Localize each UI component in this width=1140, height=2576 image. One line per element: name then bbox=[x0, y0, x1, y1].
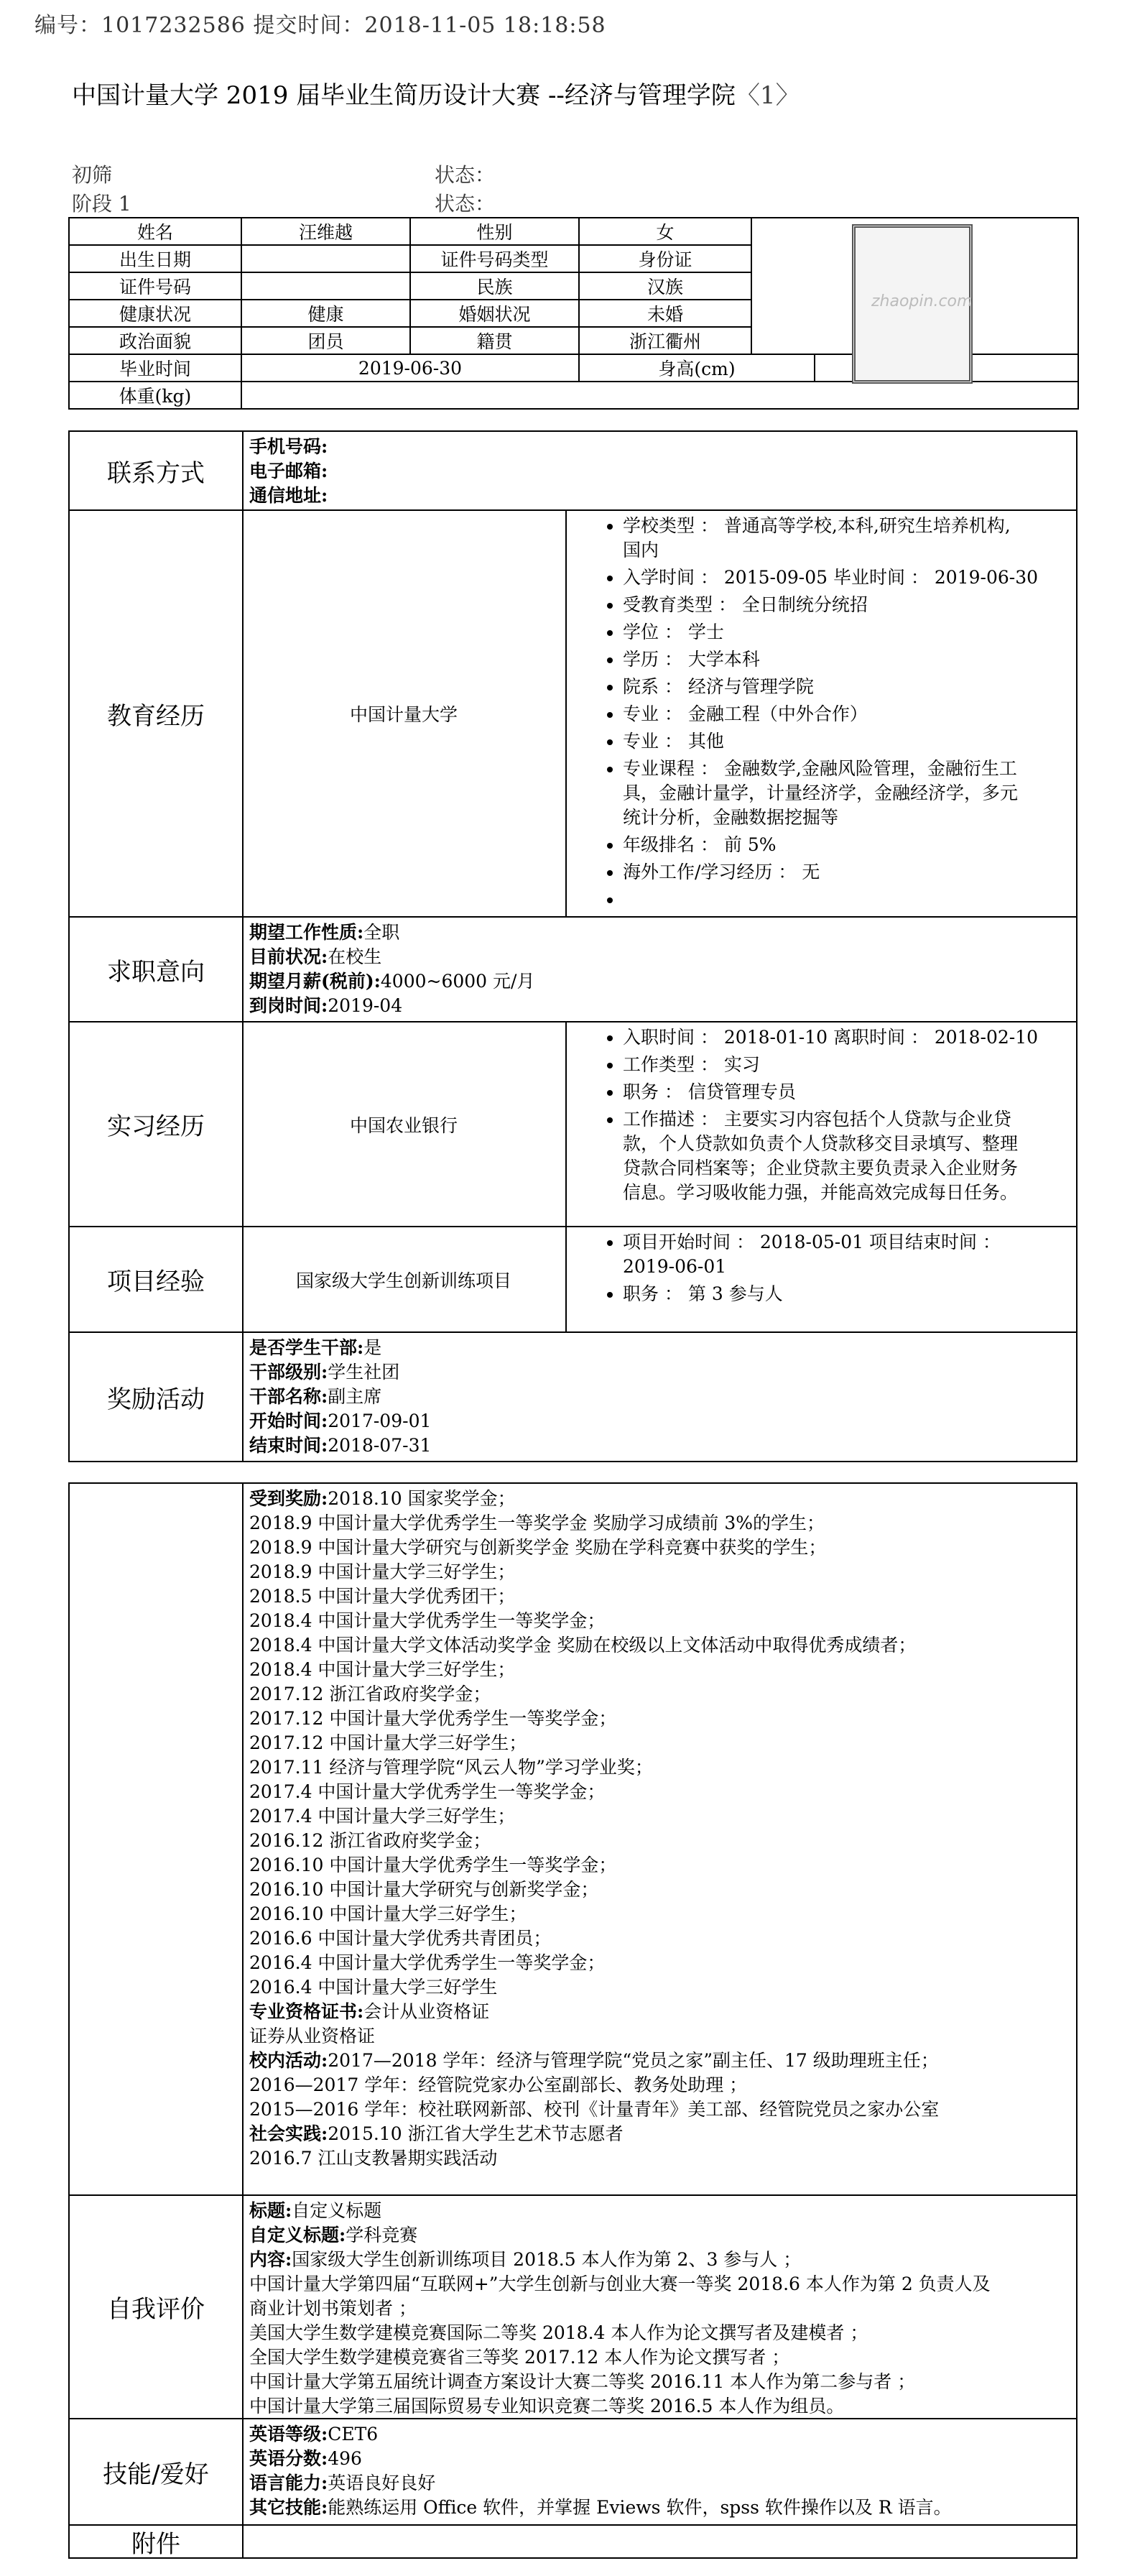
internship-section bbox=[68, 1021, 1078, 1227]
nature-value: 全职 bbox=[363, 922, 400, 943]
stage2-status: 状态： bbox=[435, 192, 496, 216]
education-list bbox=[573, 511, 1069, 912]
text-line bbox=[249, 2422, 1072, 2447]
field-value: 能熟练运用 Office 软件，并掌握 Eviews 软件，spss 软件操作以及 R 语言。 bbox=[328, 2497, 952, 2518]
field-value: 2018.4 中国计量大学文体活动奖学金 奖励在校级以上文体活动中取得优秀成绩者； bbox=[249, 1635, 917, 1656]
intention-label: 求职意向 bbox=[70, 918, 244, 1021]
field-value: 会计从业资格证 bbox=[363, 2001, 490, 2022]
text-line bbox=[249, 1755, 1072, 1780]
field-value: 2015—2016 学年：校社联网新部、校刊《计量青年》美工部、经管院党员之家办公室 bbox=[249, 2099, 940, 2120]
text-line bbox=[249, 1560, 1072, 1584]
skills-section bbox=[68, 2418, 1078, 2526]
submission-meta: 编号：1017232586 提交时间：2018-11-05 18:18:58 bbox=[34, 13, 606, 38]
field-value: 2016.10 中国计量大学研究与创新奖学金； bbox=[249, 1879, 599, 1900]
list-item: • 学位 ： 学士 bbox=[623, 617, 1069, 645]
text-line bbox=[249, 2122, 1072, 2146]
text-line bbox=[249, 2321, 1072, 2345]
name-value: 汪维越 bbox=[241, 218, 410, 245]
field-value: 中国计量大学第五届统计调查方案设计大赛二等奖 2016.11 本人作为第二参与者 ； bbox=[249, 2371, 916, 2392]
field-value: 证券从业资格证 bbox=[249, 2026, 376, 2046]
arrival-label: 到岗时间: bbox=[249, 995, 328, 1016]
text-line bbox=[249, 2223, 1072, 2248]
field-value: 2018.4 中国计量大学优秀学生一等奖学金； bbox=[249, 1610, 606, 1631]
text-line bbox=[249, 2370, 1072, 2394]
text-line bbox=[249, 2496, 1072, 2520]
list-item: • 专业 ： 金融工程（中外合作） bbox=[623, 699, 1069, 726]
email-label: 电子邮箱: bbox=[249, 461, 328, 481]
skills-label: 技能/爱好 bbox=[70, 2419, 244, 2524]
text-line bbox=[249, 2049, 1072, 2073]
text-line bbox=[249, 1511, 1072, 1536]
field-value: 2016—2017 学年：经管院党家办公室副部长、教务处助理 ； bbox=[249, 2074, 748, 2095]
text-line bbox=[249, 1707, 1072, 1731]
text-line bbox=[249, 1658, 1072, 1682]
text-line bbox=[249, 2199, 1072, 2223]
field-value: 学科竞赛 bbox=[346, 2225, 418, 2245]
activity-body bbox=[249, 1336, 1072, 1458]
attachment-label: 附件 bbox=[70, 2526, 244, 2557]
photo-watermark: zhaopin.com bbox=[871, 292, 973, 310]
birth-label: 出生日期 bbox=[69, 245, 241, 272]
text-line bbox=[249, 1878, 1072, 1902]
list-item: • 职务 ： 第 3 参与人 bbox=[623, 1279, 1069, 1306]
native-value: 浙江衢州 bbox=[579, 327, 751, 354]
text-line bbox=[249, 1902, 1072, 1926]
field-label: 内容: bbox=[249, 2249, 292, 2270]
text-line bbox=[249, 2471, 1072, 2496]
list-item: • 工作类型 ： 实习 bbox=[623, 1050, 1069, 1077]
internship-label: 实习经历 bbox=[70, 1022, 244, 1226]
title-number: 〈1〉 bbox=[735, 81, 800, 110]
list-item: • 入学时间 ： 2015-09-05 毕业时间 ： 2019-06-30 bbox=[623, 563, 1069, 590]
field-value: 副主席 bbox=[328, 1386, 382, 1407]
idtype-label: 证件号码类型 bbox=[410, 245, 579, 272]
text-line bbox=[249, 1853, 1072, 1878]
weight-label: 体重(kg) bbox=[69, 382, 241, 409]
text-line bbox=[249, 1780, 1072, 1804]
field-value: 2016.10 中国计量大学三好学生； bbox=[249, 1903, 527, 1924]
text-line bbox=[249, 1536, 1072, 1560]
field-label: 英语等级: bbox=[249, 2424, 328, 2445]
list-item: • 职务 ： 信贷管理专员 bbox=[623, 1077, 1069, 1104]
text-line bbox=[249, 1975, 1072, 2000]
text-line bbox=[249, 1633, 1072, 1658]
field-value: 2017.12 中国计量大学三好学生； bbox=[249, 1732, 527, 1753]
list-item: • 海外工作/学习经历 ： 无 bbox=[623, 857, 1069, 885]
awards-section bbox=[68, 1482, 1078, 2196]
nation-value: 汉族 bbox=[579, 272, 751, 300]
list-item: • 学历 ： 大学本科 bbox=[623, 645, 1069, 672]
list-item: • 专业 ： 其他 bbox=[623, 726, 1069, 754]
field-value: 是 bbox=[363, 1337, 382, 1358]
gender-value: 女 bbox=[579, 218, 751, 245]
health-value: 健康 bbox=[241, 300, 410, 327]
awards-label-cell bbox=[70, 1484, 244, 2194]
field-value: 2015.10 浙江省大学生艺术节志愿者 bbox=[328, 2123, 624, 2144]
field-label: 受到奖励: bbox=[249, 1488, 328, 1509]
list-item: • 年级排名 ： 前 5% bbox=[623, 830, 1069, 857]
self-eval-section bbox=[68, 2194, 1078, 2419]
field-value: 2018.10 国家奖学金； bbox=[328, 1488, 516, 1509]
political-label: 政治面貌 bbox=[69, 327, 241, 354]
birth-value bbox=[241, 245, 410, 272]
marital-label: 婚姻状况 bbox=[410, 300, 579, 327]
education-label: 教育经历 bbox=[70, 511, 244, 916]
field-value: 2017—2018 学年：经济与管理学院“党员之家”副主任、17 级助理班主任； bbox=[328, 2050, 939, 2071]
contact-label: 联系方式 bbox=[70, 432, 244, 509]
list-item: • 入职时间 ： 2018-01-10 离职时间 ： 2018-02-10 bbox=[623, 1022, 1069, 1050]
list-item-cont: 2019-06-01 bbox=[623, 1256, 727, 1277]
list-item: • 专业课程 ： 金融数学,金融风险管理，金融衍生工 bbox=[623, 754, 1069, 781]
field-label: 校内活动: bbox=[249, 2050, 328, 2071]
weight-value bbox=[241, 382, 1078, 409]
field-label: 其它技能: bbox=[249, 2497, 328, 2518]
field-value: 2016.4 中国计量大学优秀学生一等奖学金； bbox=[249, 1952, 606, 1973]
internship-company: 中国农业银行 bbox=[242, 1022, 567, 1226]
profile-photo bbox=[852, 224, 973, 384]
field-value: 2018.9 中国计量大学研究与创新奖学金 奖励在学科竞赛中获奖的学生； bbox=[249, 1537, 827, 1558]
text-line bbox=[249, 2296, 1072, 2321]
field-value: 2018-07-31 bbox=[328, 1435, 432, 1456]
field-label: 干部级别: bbox=[249, 1362, 328, 1382]
list-item: • 学校类型 ： 普通高等学校,本科,研究生培养机构, bbox=[623, 511, 1069, 538]
grad-value: 2019-06-30 bbox=[241, 354, 579, 382]
field-label: 结束时间: bbox=[249, 1435, 328, 1456]
field-label: 干部名称: bbox=[249, 1386, 328, 1407]
internship-list bbox=[573, 1022, 1069, 1205]
field-label: 自定义标题: bbox=[249, 2225, 346, 2245]
list-item: • 工作描述 ： 主要实习内容包括个人贷款与企业贷 bbox=[623, 1104, 1069, 1132]
field-value: 2017-09-01 bbox=[328, 1411, 432, 1431]
idno-label: 证件号码 bbox=[69, 272, 241, 300]
height-label: 身高(cm) bbox=[579, 354, 815, 382]
list-item: • 院系 ： 经济与管理学院 bbox=[623, 672, 1069, 699]
field-value: 2017.11 经济与管理学院“风云人物”学习学业奖； bbox=[249, 1757, 653, 1778]
stage1-label: 初筛 bbox=[72, 163, 113, 187]
field-value: 2016.4 中国计量大学三好学生 bbox=[249, 1977, 498, 1998]
activity-label: 奖励活动 bbox=[70, 1333, 244, 1461]
text-line bbox=[249, 1584, 1072, 1609]
field-value: 2016.12 浙江省政府奖学金； bbox=[249, 1830, 491, 1851]
native-label: 籍贯 bbox=[410, 327, 579, 354]
salary-value: 4000~6000 元/月 bbox=[380, 971, 535, 992]
text-line bbox=[249, 1731, 1072, 1755]
text-line bbox=[249, 2447, 1072, 2471]
project-list bbox=[573, 1227, 1069, 1306]
field-value: 学生社团 bbox=[328, 1362, 400, 1382]
contact-section bbox=[68, 430, 1078, 511]
field-label: 是否学生干部: bbox=[249, 1337, 364, 1358]
text-line bbox=[249, 2394, 1072, 2419]
education-school: 中国计量大学 bbox=[242, 511, 567, 916]
project-section bbox=[68, 1226, 1078, 1333]
status-label: 目前状况: bbox=[249, 946, 328, 967]
text-line bbox=[249, 2248, 1072, 2272]
marital-value: 未婚 bbox=[579, 300, 751, 327]
text-line bbox=[249, 2146, 1072, 2171]
text-line bbox=[249, 2073, 1072, 2097]
text-line bbox=[249, 1829, 1072, 1853]
list-item-cont: 贷款合同档案等；企业贷款主要负责录入企业财务 bbox=[623, 1158, 1019, 1178]
list-item-cont: 款，个人贷款如负责个人贷款移交目录填写、整理 bbox=[623, 1133, 1019, 1154]
field-value: 2018.5 中国计量大学优秀团干； bbox=[249, 1586, 516, 1607]
field-value: 2018.9 中国计量大学优秀学生一等奖学金 奖励学习成绩前 3%的学生； bbox=[249, 1513, 825, 1533]
intention-section bbox=[68, 916, 1078, 1022]
text-line bbox=[249, 1487, 1072, 1511]
text-line bbox=[249, 2097, 1072, 2122]
project-name: 国家级大学生创新训练项目 bbox=[242, 1227, 567, 1331]
text-line bbox=[249, 1951, 1072, 1975]
field-value: 2018.4 中国计量大学三好学生； bbox=[249, 1659, 516, 1680]
text-line bbox=[249, 1609, 1072, 1633]
field-value: 全国大学生数学建模竞赛省三等奖 2017.12 本人作为论文撰写者 ； bbox=[249, 2347, 790, 2368]
stage1-status: 状态： bbox=[435, 163, 496, 187]
awards-body bbox=[249, 1487, 1072, 2171]
field-value: 496 bbox=[328, 2448, 362, 2469]
field-label: 专业资格证书: bbox=[249, 2001, 364, 2022]
field-label: 英语分数: bbox=[249, 2448, 328, 2469]
field-value: 自定义标题 bbox=[292, 2200, 382, 2221]
field-value: 2016.6 中国计量大学优秀共青团员； bbox=[249, 1928, 552, 1949]
field-label: 开始时间: bbox=[249, 1411, 328, 1431]
field-value: 美国大学生数学建模竞赛国际二等奖 2018.4 本人作为论文撰写者及建模者 ； bbox=[249, 2322, 868, 2343]
political-value: 团员 bbox=[241, 327, 410, 354]
activity-section bbox=[68, 1331, 1078, 1462]
text-line bbox=[249, 2345, 1072, 2370]
grad-label: 毕业时间 bbox=[69, 354, 241, 382]
text-line bbox=[249, 1926, 1072, 1951]
field-value: 2018.9 中国计量大学三好学生； bbox=[249, 1561, 516, 1582]
field-value: 2017.12 中国计量大学优秀学生一等奖学金； bbox=[249, 1708, 617, 1729]
attachment-section bbox=[68, 2524, 1078, 2559]
field-value: 2016.7 江山支教暑期实践活动 bbox=[249, 2148, 498, 2169]
field-value: 国家级大学生创新训练项目 2018.5 本人作为第 2、3 参与人 ； bbox=[292, 2249, 802, 2270]
text-line bbox=[249, 2272, 1072, 2296]
list-item-cont: 统计分析，金融数据挖掘等 bbox=[623, 807, 839, 828]
self-eval-body bbox=[249, 2199, 1072, 2419]
phone-label: 手机号码: bbox=[249, 436, 328, 457]
field-value: 中国计量大学第四届“互联网+”大学生创新与创业大赛一等奖 2018.6 本人作为第 2 负责人及 bbox=[249, 2273, 991, 2294]
text-line bbox=[249, 2024, 1072, 2049]
stage2-label: 阶段 1 bbox=[72, 192, 131, 216]
list-item-cont: 信息。学习吸收能力强，并能高效完成每日任务。 bbox=[623, 1182, 1019, 1203]
field-label: 语言能力: bbox=[249, 2473, 328, 2493]
list-item bbox=[623, 885, 1069, 912]
self-eval-label: 自我评价 bbox=[70, 2196, 244, 2418]
text-line bbox=[249, 1682, 1072, 1707]
list-item: • 项目开始时间 ： 2018-05-01 项目结束时间 ： bbox=[623, 1227, 1069, 1255]
field-value: 2017.4 中国计量大学优秀学生一等奖学金； bbox=[249, 1781, 606, 1802]
title-text: 中国计量大学 2019 届毕业生简历设计大赛 --经济与管理学院 bbox=[72, 81, 736, 110]
field-value: 2017.12 浙江省政府奖学金； bbox=[249, 1684, 491, 1704]
arrival-value: 2019-04 bbox=[328, 995, 403, 1016]
project-label: 项目经验 bbox=[70, 1227, 244, 1331]
health-label: 健康状况 bbox=[69, 300, 241, 327]
field-value: 商业计划书策划者 ； bbox=[249, 2298, 417, 2319]
gender-label: 性别 bbox=[410, 218, 579, 245]
field-value: 中国计量大学第三届国际贸易专业知识竞赛二等奖 2016.5 本人作为组员。 bbox=[249, 2396, 845, 2416]
list-item: • 受教育类型 ： 全日制统分统招 bbox=[623, 590, 1069, 617]
field-value: 2016.10 中国计量大学优秀学生一等奖学金； bbox=[249, 1855, 617, 1875]
field-value: CET6 bbox=[328, 2424, 379, 2445]
idtype-value: 身份证 bbox=[579, 245, 751, 272]
list-item-cont: 具，金融计量学，计量经济学，金融经济学，多元 bbox=[623, 783, 1019, 803]
field-value: 英语良好良好 bbox=[328, 2473, 436, 2493]
field-label: 标题: bbox=[249, 2200, 292, 2221]
salary-label: 期望月薪(税前): bbox=[249, 971, 381, 992]
address-label: 通信地址: bbox=[249, 485, 328, 506]
skills-body bbox=[249, 2422, 1072, 2520]
idno-value bbox=[241, 272, 410, 300]
page-title bbox=[72, 75, 800, 111]
list-item-cont: 国内 bbox=[623, 540, 659, 560]
name-label: 姓名 bbox=[69, 218, 241, 245]
status-value: 在校生 bbox=[328, 946, 382, 967]
field-label: 社会实践: bbox=[249, 2123, 328, 2144]
nation-label: 民族 bbox=[410, 272, 579, 300]
education-section bbox=[68, 509, 1078, 918]
text-line bbox=[249, 1804, 1072, 1829]
nature-label: 期望工作性质: bbox=[249, 922, 364, 943]
field-value: 2017.4 中国计量大学三好学生； bbox=[249, 1806, 516, 1827]
text-line bbox=[249, 2000, 1072, 2024]
